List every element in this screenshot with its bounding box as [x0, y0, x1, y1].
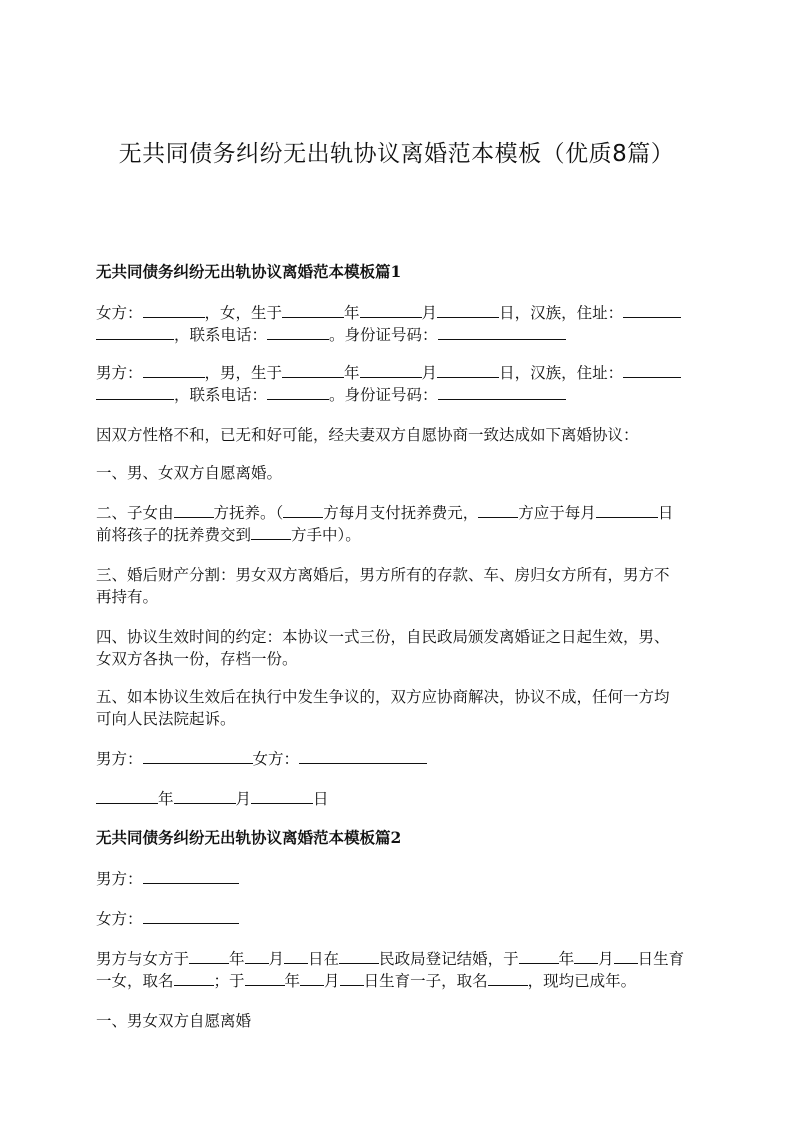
label: 方手中）。	[291, 526, 361, 544]
label: 月	[598, 950, 614, 968]
label: 日，汉族，住址：	[499, 304, 624, 322]
section-1-title: 无共同债务纠纷无出轨协议离婚范本模板篇1	[96, 262, 402, 281]
blank-line	[596, 502, 658, 518]
blank-line	[143, 362, 205, 378]
blank-line	[267, 324, 329, 340]
label: 方应于每月	[518, 504, 596, 522]
date-line	[96, 788, 700, 810]
s2-clause-1: 一、男女双方自愿离婚	[96, 1012, 252, 1030]
label: 年	[344, 364, 360, 382]
clause-3-line-2: 再持有。	[96, 588, 159, 606]
document-title: 无共同债务纠纷无出轨协议离婚范本模板（优质8篇）	[118, 141, 675, 167]
label: 男方：	[96, 750, 143, 768]
blank-line	[623, 362, 681, 378]
blank-line	[96, 384, 174, 400]
blank-line	[437, 362, 499, 378]
blank-line	[174, 788, 236, 804]
clause-3-line-1: 三、婚后财产分割：男女双方离婚后，男方所有的存款、车、房归女方所有，男方不	[96, 566, 670, 584]
male-info-line-1	[96, 362, 700, 384]
label: 方每月支付抚养费元，	[323, 504, 479, 522]
blank-line	[174, 970, 214, 986]
blank-line	[300, 970, 324, 986]
label: 日在	[308, 950, 340, 968]
blank-line	[267, 384, 329, 400]
female-info-line-1	[96, 302, 700, 324]
clause-4-line-1: 四、协议生效时间的约定：本协议一式三份，自民政局颁发离婚证之日起生效，男、	[96, 628, 670, 646]
blank-line	[283, 502, 323, 518]
blank-line	[614, 948, 638, 964]
label: 女方：	[252, 750, 300, 768]
s2-marriage-line-1	[96, 948, 700, 970]
label: 年	[284, 972, 301, 990]
blank-line	[143, 302, 205, 318]
label: ，女，生于	[204, 304, 283, 322]
label: 年	[344, 304, 360, 322]
male-info-line-2	[96, 384, 700, 406]
blank-line	[96, 788, 158, 804]
blank-line	[143, 748, 253, 764]
clause-2-line-1	[96, 502, 700, 524]
blank-line	[340, 970, 364, 986]
signature-line	[96, 748, 700, 770]
blank-line	[519, 948, 559, 964]
label: 女方：	[96, 910, 143, 928]
blank-line	[251, 788, 313, 804]
blank-line	[299, 748, 427, 764]
label: 月	[324, 972, 340, 990]
blank-line	[478, 502, 518, 518]
blank-line	[143, 908, 239, 924]
label: 日	[313, 790, 329, 808]
blank-line	[282, 362, 344, 378]
label: 前将孩子的抚养费交到	[96, 526, 252, 544]
blank-line	[245, 970, 285, 986]
blank-line	[437, 302, 499, 318]
label: ，男，生于	[204, 364, 283, 382]
blank-line	[623, 302, 681, 318]
female-info-line-2	[96, 324, 700, 346]
blank-line	[574, 948, 598, 964]
label: 。身份证号码：	[329, 326, 438, 344]
label: 日生育	[637, 950, 685, 968]
label: 月	[421, 364, 438, 382]
blank-line	[174, 502, 214, 518]
label: 。身份证号码：	[329, 386, 438, 404]
label: 日，汉族，住址：	[499, 364, 624, 382]
clause-2-line-2	[96, 524, 700, 546]
label: 二、子女由	[96, 504, 174, 522]
s2-female-line	[96, 908, 700, 930]
label: 月	[268, 950, 285, 968]
label: 年	[158, 790, 174, 808]
blank-line	[438, 324, 566, 340]
blank-line	[245, 948, 269, 964]
label: ；于	[213, 972, 245, 990]
blank-line	[284, 948, 308, 964]
s2-male-line	[96, 868, 700, 890]
label: 男方：	[96, 870, 143, 888]
label: 男方与女方于	[96, 950, 190, 968]
label: 年	[229, 950, 245, 968]
blank-line	[189, 948, 229, 964]
blank-line	[251, 524, 291, 540]
blank-line	[339, 948, 379, 964]
blank-line	[143, 868, 239, 884]
section-2-title: 无共同债务纠纷无出轨协议离婚范本模板篇2	[96, 828, 402, 847]
label: ，联系电话：	[174, 326, 268, 344]
intro-paragraph: 因双方性格不和，已无和好可能，经夫妻双方自愿协商一致达成如下离婚协议：	[96, 426, 639, 444]
blank-line	[96, 324, 174, 340]
blank-line	[438, 384, 566, 400]
label: 方抚养。（	[213, 504, 284, 522]
blank-line	[360, 362, 422, 378]
label: ，现均已成年。	[527, 972, 637, 990]
label: 日生育一子，取名	[363, 972, 488, 990]
label: 年	[558, 950, 575, 968]
label: 日	[657, 504, 674, 522]
clause-5-line-1: 五、如本协议生效后在执行中发生争议的，双方应协商解决，协议不成，任何一方均	[96, 688, 670, 706]
s2-marriage-line-2	[96, 970, 700, 992]
label: 女方：	[96, 304, 143, 322]
label: 一女，取名	[96, 972, 174, 990]
blank-line	[282, 302, 344, 318]
blank-line	[488, 970, 528, 986]
label: 男方：	[96, 364, 143, 382]
clause-4-line-2: 女双方各执一份，存档一份。	[96, 650, 298, 668]
clause-1: 一、男、女双方自愿离婚。	[96, 464, 283, 482]
label: 月	[421, 304, 438, 322]
blank-line	[360, 302, 422, 318]
label: ，联系电话：	[174, 386, 268, 404]
clause-5-line-2: 可向人民法院起诉。	[96, 710, 236, 728]
label: 月	[235, 790, 252, 808]
label: 民政局登记结婚，于	[379, 950, 519, 968]
